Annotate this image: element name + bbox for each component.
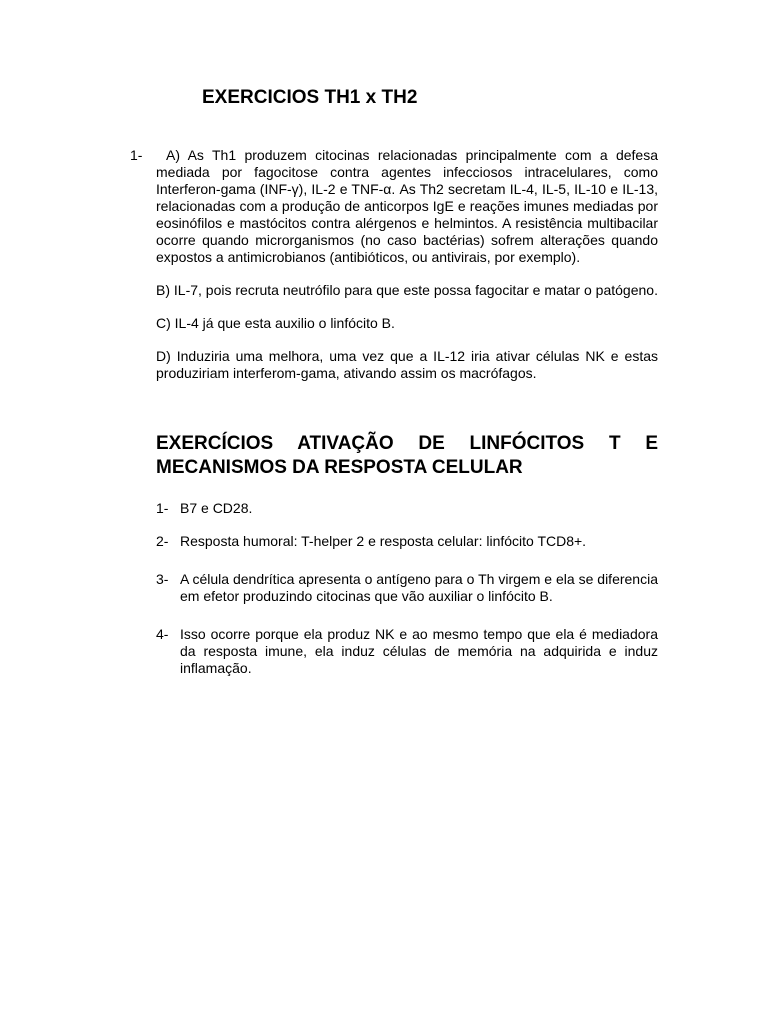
item-text: B7 e CD28. — [180, 500, 253, 516]
exercise-list — [156, 500, 658, 677]
title-ativacao-linfocitos: EXERCÍCIOS ATIVAÇÃO DE LINFÓCITOS T E MECANISMOS DA RESPOSTA CELULAR — [156, 433, 658, 478]
list-item — [156, 533, 658, 550]
answer-d: D) Induziria uma melhora, uma vez que a IL-12 iria ativar células NK e estas produziriam interferom-gama, ativando assim os macrófagos. — [156, 348, 658, 381]
item-number: 2- — [156, 533, 169, 549]
item-text: Isso ocorre porque ela produz NK e ao mesmo tempo que ela é mediadora da resposta imune, ela induz células de memória na adquirida e induz inflamação. — [180, 626, 658, 676]
answer-c: C) IL-4 já que esta auxilio o linfócito B. — [156, 315, 395, 331]
question-1-block — [130, 147, 658, 382]
list-item — [156, 626, 658, 677]
list-item — [156, 571, 658, 605]
answer-a: A) As Th1 produzem citocinas relacionadas principalmente com a defesa mediada por fagocitose contra agentes infecciosos intracelulares, como Interferon-gama (INF-γ), IL-2 e TNF-α. As Th2 secretam IL-4, IL-5, IL-10 e IL-13, relacionadas com a produção de anticorpos IgE e reações imunes mediadas por eosinófilos e mastócitos contra alérgenos e helmintos. A resistência multibacilar ocorre quando microrganismos (no caso bactérias) sofrem alterações quando expostos a antimicrobianos (antibióticos, ou antivirais, por exemplo). — [156, 147, 658, 265]
answer-b: B) IL-7, pois recruta neutrófilo para que este possa fagocitar e matar o patógeno. — [156, 282, 658, 298]
question-1-answers — [156, 147, 658, 382]
item-number: 3- — [156, 571, 169, 587]
item-text: A célula dendrítica apresenta o antígeno para o Th virgem e ela se diferencia em efetor produzindo citocinas que vão auxiliar o linfócito B. — [180, 571, 658, 604]
question-1-number: 1- — [130, 147, 143, 163]
list-item — [156, 500, 658, 517]
item-number: 4- — [156, 626, 169, 642]
item-text: Resposta humoral: T-helper 2 e resposta celular: linfócito TCD8+. — [180, 533, 587, 549]
title-th1-th2: EXERCICIOS TH1 x TH2 — [202, 87, 418, 108]
item-number: 1- — [156, 500, 169, 516]
